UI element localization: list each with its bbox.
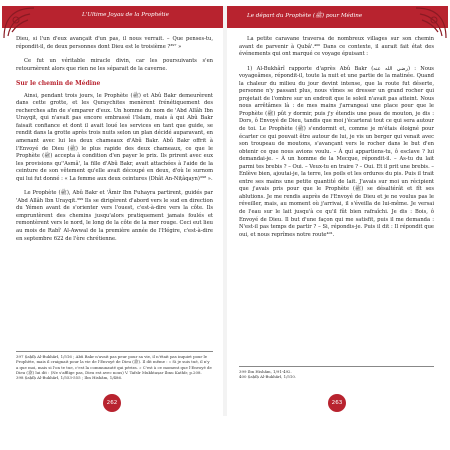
left-page <box>2 6 223 416</box>
left-body-text <box>16 36 213 250</box>
page-number: 262 <box>103 394 121 412</box>
paragraph: La petite caravane traversa de nombreux villages sur son chemin avant de parvenir à Qubâ'.⁴⁰⁰ Dans ce contexte, il aurait fait état des événements qui ont marqué ce voyage épuisant : <box>239 36 434 58</box>
right-running-title: Le départ du Prophète (ﷺ) pour Médine <box>247 13 363 19</box>
book-spread <box>2 6 448 416</box>
paragraph: 1) Al-Bukhârî rapporte d'après Abû Bakr (رضي الله عنه) : Nous voyageâmes, répondit-il, toute la nuit et une partie de la matinée. Quand la chaleur du milieu du jour devint intense, que la route fut déserte, personne n'y passant plus, nous vîmes se dresser un grand rocher qui projetait de l'ombre sur un endroit que le soleil n'avait pas atteint. Nous nous arrêtâmes là : de mes mains j'arrangeai une place pour que le Prophète (ﷺ) pût y dormir, puis j'y étendis une peau de mouton, je dis : Dors, ô Envoyé de Dieu, tandis que moi j'écarterai tout ce qui sera autour de toi. Le Prophète (ﷺ) s'endormit et, comme je m'étais éloigné pour écarter ce qui pouvait être autour de lui, je vis un berger qui venait avec son troupeau de moutons, s'avançant vers le rocher dans le but d'en obtenir ce que nous avions voulu. – À qui appartiens-tu, ô esclave ? lui demandai-je. – À un homme de la Mecque, répondit-il. – As-tu du lait parmi tes brebis ? – Oui. – Veux-tu en traire ? – Oui. Et il prit une brebis. – Enlève bien, ajoutai-je, la terre, les poils et les ordures du pis. Puis il trait entre ses mains une petite quantité de lait. J'avais sur moi un récipient que j'avais pris pour que le Prophète (ﷺ) se désaltérât et fît ses ablutions. Je me rendis auprès de l'Envoyé de Dieu et je ne voulus pas le réveiller, mais, au moment où j'arrivai, il s'éveilla de lui-même. Je versai de l'eau sur le lait jusqu'à ce qu'il fût bien rafraîchi. Je dis : Bois, ô Envoyé de Dieu. Il but d'une façon qui me satisfit, puis il me demanda : N'est-il pas temps de partir ? – Si, répondis-je. Puis il dit : Il répondit que oui, et nous reprîmes notre route⁴⁰¹. <box>239 65 435 238</box>
section-title: Sur le chemin de Médine <box>16 80 101 88</box>
page-number: 263 <box>328 394 346 412</box>
footnote: 400 Ṣaḥîḥ Al-Bukhârî, 1/510. <box>239 374 297 380</box>
corner-flourish-icon <box>2 6 36 40</box>
corner-flourish-icon <box>414 6 448 40</box>
footnote: 399 Ibn Hishâm, 1/91-492. <box>239 369 292 374</box>
right-footnotes <box>239 366 434 380</box>
left-running-title: L'Ultime Joyau de la Prophétie <box>82 12 169 18</box>
paragraph: Ainsi, pendant trois jours, le Prophète (ﷺ) et Abû Bakr demeurèrent dans cette grotte, et les Quraychites menèrent frénétiquement des recherches afin de s'emparer d'eux. Un homme du nom de 'Abd Allâh Ibn Urayqit, qui n'avait pas encore embrassé l'Islam, mais à qui Abû Bakr faisait confiance et dont il avait loué les services en tant que guide, se rendit dans la grotte après trois nuits selon un plan décidé auparavant, en amenant avec lui les deux chameaux d'Abû Bakr. Abû Bakr offrit à l'Envoyé de Dieu (ﷺ) le plus rapide des deux chameaux, ce que le Prophète (ﷺ) accepta à condition d'en payer le prix. Ils prirent avec eux les provisions qu''Asmâ', la fille d'Abû Bakr, avait attachées à l'aide de la ceinture de son vêtement qu'elle avait découpé en deux, d'où le surnom qui lui fut donné : « La femme aux deux ceintures (Dhât An-Niṭâqayn)³⁹⁸ ». <box>16 92 213 182</box>
footnote: 397 Ṣaḥîḥ Al-Bukhârî, 1/516 ; Abû Bakr n'avait pas peur pour sa vie, il n'était pas inquiet pour le Prophète, mais il craignait pour la vie de l'Envoyé de Dieu (ﷺ). Il dit même : « Si je suis tué, il n'y a que moi, mais si l'on te tue, c'est la communauté qui périra. » C'est à ce moment que l'Envoyé de Dieu (ﷺ) lui dit : (Ne s'afflige pas, Dieu est avec nous) V. Tafsîr Mukhtaṣar Ibnu Kathîr, p.208. <box>16 354 212 375</box>
paragraph: Dieu, si l'un d'eux avançait d'un pas, il nous verrait. – Que penses-tu, répondit-il, de deux personnes dont Dieu est le troisième ?³⁹⁷ » <box>16 36 213 50</box>
paragraph: Le Prophète (ﷺ), Abû Bakr et 'Âmir Ibn Fuhayra partirent, guidés par 'Abd Allâh Ibn Urayqit.³⁹⁹ Ils se dirigèrent d'abord vers le sud en direction du Yémen avant de s'orienter vers l'ouest, c'est-à-dire vers la côte. Ils empruntèrent des chemins jusqu'alors pratiquement jamais foulés et remontèrent vers le nord, le long de la côte de la mer rouge. Ceci eut lieu au mois de Rabî' Al-Awwal de la première année de l'Hégire, c'est-à-dire en septembre 622 de l'ère chrétienne. <box>16 190 213 242</box>
footnote: 398 Ṣaḥîḥ Al-Bukhârî, 1/553-555 ; Ibn Hishâm, 1/486. <box>16 375 123 381</box>
paragraph: Ce fut un véritable miracle divin, car les poursuivants s'en retournèrent alors que rien ne les séparait de la caverne. <box>16 58 213 72</box>
right-body-text <box>239 36 434 246</box>
right-page <box>227 6 448 416</box>
left-footnotes <box>16 351 213 380</box>
